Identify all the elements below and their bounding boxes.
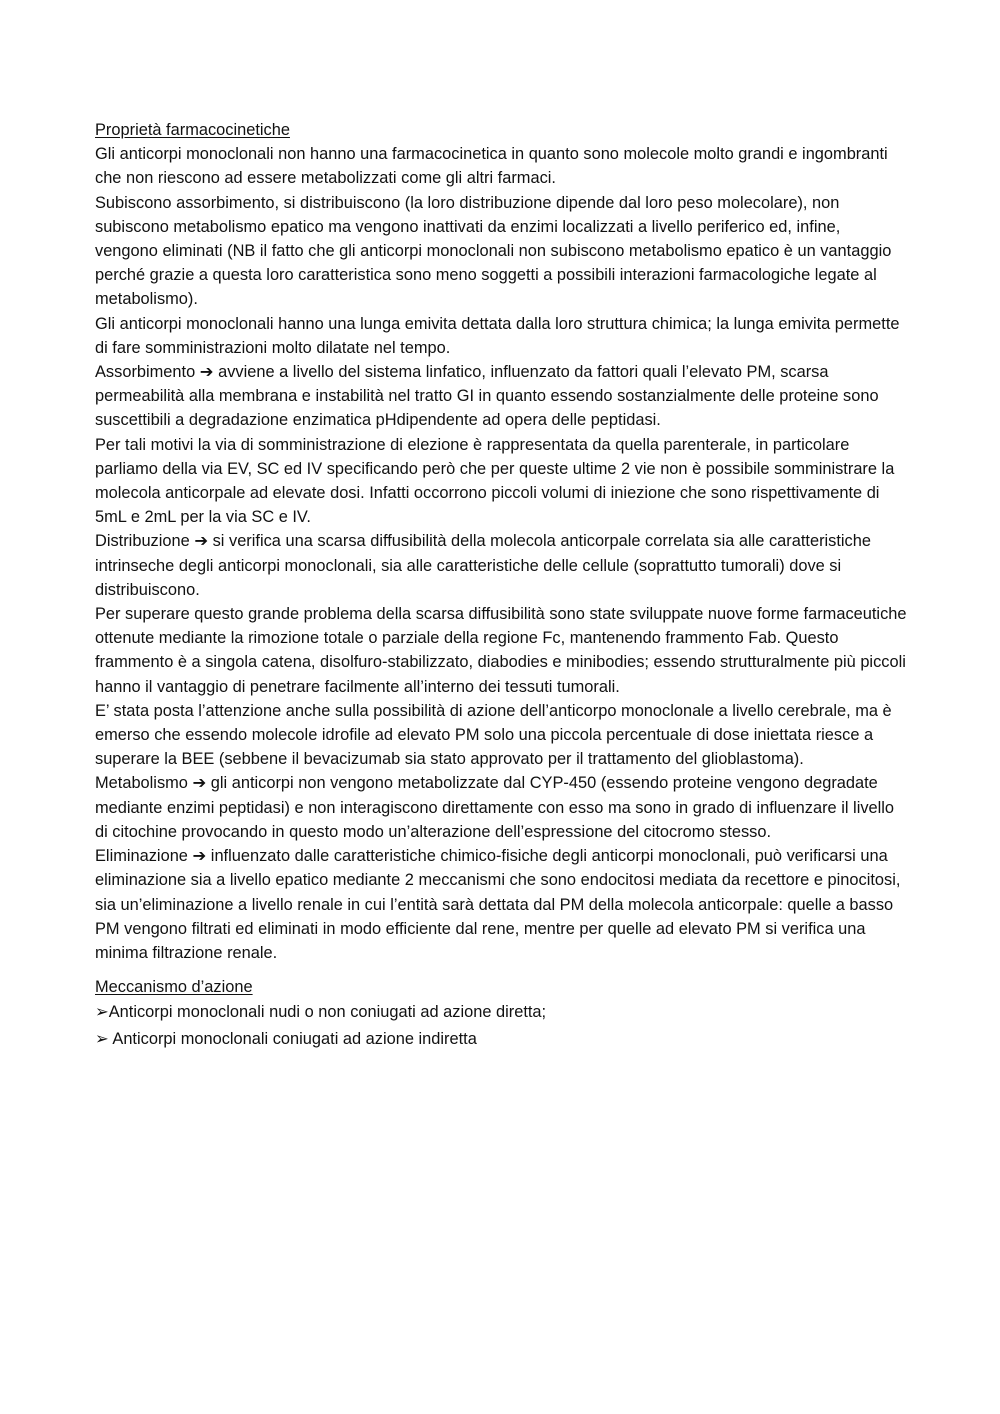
distribution-text: si verifica una scarsa diffusibilità della molecola anticorpale correlata sia alle caratteristiche intrinseche degli anticorpi monoclonali, sia alle caratteristiche delle cellule (soprattutto tumorali) dove si distribuiscono. [95, 532, 871, 599]
paragraph-absorption [95, 360, 907, 433]
section-heading-pharmacokinetics: Proprietà farmacocinetiche [95, 121, 290, 139]
list-item-text: Anticorpi monoclonali nudi o non coniugati ad azione diretta; [108, 1003, 547, 1022]
metabolism-term: Metabolismo [95, 774, 188, 793]
paragraph-distribution [95, 529, 907, 602]
paragraph-intro: Gli anticorpi monoclonali non hanno una farmacocinetica in quanto sono molecole molto grandi e ingombranti che non riescono ad essere metabolizzati come gli altri farmaci. [95, 145, 888, 188]
paragraph-brain-action: E’ stata posta l’attenzione anche sulla possibilità di azione dell’anticorpo monoclonale a livello cerebrale, ma è emerso che essendo molecole idrofile ad elevato PM solo una piccola percentuale di dose iniettata riesce a superare la BEE (sebbene il bevacizumab sia stato approvato per il trattamento del glioblastoma). [95, 701, 892, 769]
list-item [95, 1026, 907, 1053]
arrowhead-bullet-icon: ➢ [95, 1003, 109, 1022]
arrow-right-icon: ➔ [199, 363, 214, 382]
absorption-term: Assorbimento [95, 363, 196, 382]
paragraph-half-life: Gli anticorpi monoclonali hanno una lunga emivita dettata dalla loro struttura chimica; la lunga emivita permette di fare somministrazioni molto dilatate nel tempo. [95, 314, 900, 357]
absorption-text: avviene a livello del sistema linfatico, influenzato da fattori quali l’elevato PM, scarsa permeabilità alla membrana e instabilità nel tratto GI in quanto essendo sostanzialmente delle proteine sono suscettibili a degradazione enzimatica pHdipendente ad opera delle peptidasi. [95, 363, 879, 430]
list-item-text: Anticorpi monoclonali coniugati ad azione indiretta [108, 1030, 477, 1049]
arrowhead-bullet-icon: ➢ [95, 1030, 109, 1049]
section-spacer [95, 965, 907, 975]
paragraph-processes: Subiscono assorbimento, si distribuiscono (la loro distribuzione dipende dal loro peso molecolare), non subiscono metabolismo epatico ma vengono inattivati da enzimi localizzati a livello periferico ed, infine, vengono eliminati (NB il fatto che gli anticorpi monoclonali non subiscono metabolismo epatico è un vantaggio perché grazie a questa loro caratteristica sono meno soggetti a possibili interazioni farmacologiche legate al metabolismo). [95, 193, 892, 309]
metabolism-text: gli anticorpi non vengono metabolizzate dal CYP-450 (essendo proteine vengono degradate mediante enzimi peptidasi) e non interagiscono direttamente con esso ma sono in grado di influenzare il livello di citochine provocando in questo modo un’alterazione dell’espressione del citocromo stesso. [95, 774, 895, 841]
arrow-right-icon: ➔ [194, 532, 209, 551]
arrow-right-icon: ➔ [192, 847, 207, 866]
list-item [95, 999, 907, 1026]
distribution-term: Distribuzione [95, 532, 190, 551]
paragraph-administration-route: Per tali motivi la via di somministrazione di elezione è rappresentata da quella parenterale, in particolare parliamo della via EV, SC ed IV specificando però che per queste ultime 2 vie non è possibile somministrare la molecola anticorpale ad elevate dosi. Infatti occorrono piccoli volumi di iniezione che sono rispettivamente di 5mL e 2mL per la via SC e IV. [95, 435, 895, 527]
paragraph-elimination [95, 844, 907, 965]
elimination-term: Eliminazione [95, 847, 188, 866]
paragraph-new-forms: Per superare questo grande problema della scarsa diffusibilità sono state sviluppate nuove forme farmaceutiche ottenute mediante la rimozione totale o parziale della regione Fc, mantenendo frammento Fab. Questo frammento è a singola catena, disolfuro-stabilizzato, diabodies e minibodies; essendo strutturalmente più piccoli hanno il vantaggio di penetrare facilmente all’interno dei tessuti tumorali. [95, 605, 907, 696]
elimination-text: influenzato dalle caratteristiche chimico-fisiche degli anticorpi monoclonali, può verificarsi una eliminazione sia a livello epatico mediante 2 meccanismi che sono endocitosi mediata da recettore e pinocitosi, sia un’eliminazione a livello renale in cui l’entità sarà dettata dal PM della molecola anticorpale: quelle a basso PM vengono filtrati ed eliminati in modo efficiente dal rene, mentre per quelle ad elevato PM si verifica una minima filtrazione renale. [95, 847, 901, 962]
paragraph-metabolism [95, 771, 907, 844]
section-heading-mechanism: Meccanismo d’azione [95, 978, 253, 997]
document-body [95, 118, 907, 1053]
arrow-right-icon: ➔ [192, 774, 207, 793]
